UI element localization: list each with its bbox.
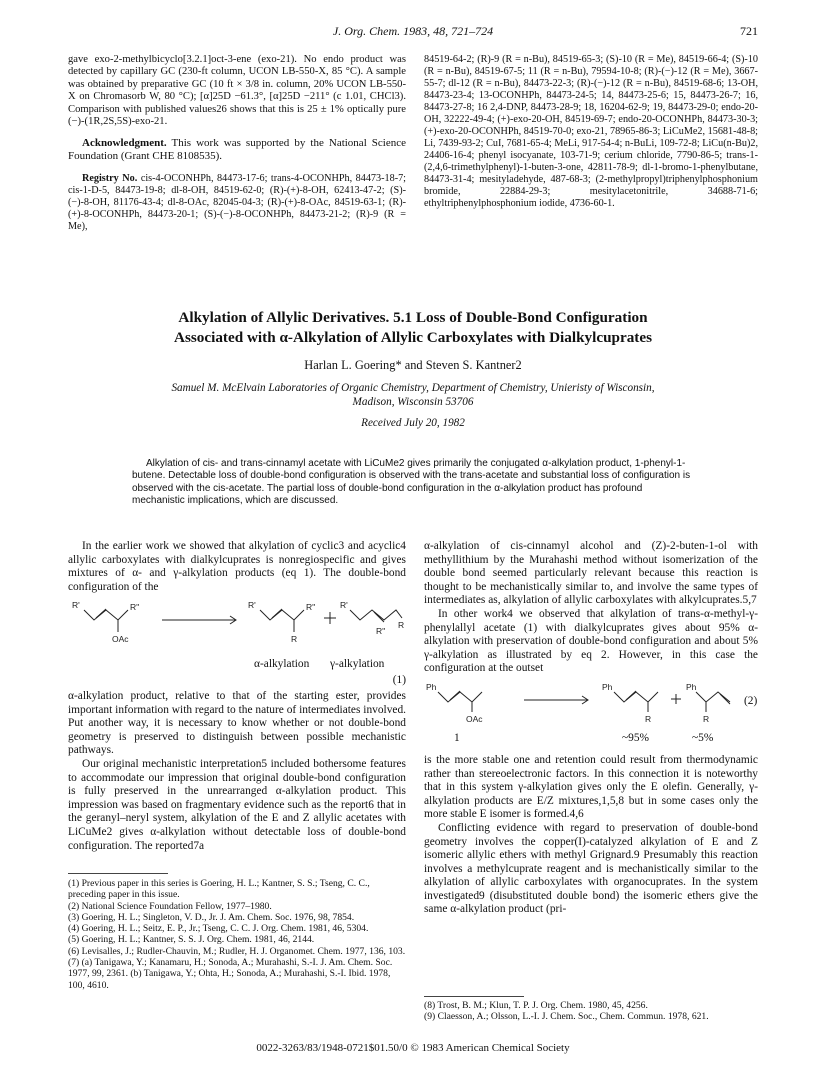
eq2-label-r-1: R (645, 713, 652, 724)
equation-2-scheme (424, 680, 758, 730)
registry-numbers (68, 173, 406, 233)
eq1-alpha-double-bond (272, 609, 282, 618)
footnote-7: (7) (a) Tanigawa, Y.; Kanamaru, H.; Sonoda, A.; Murahashi, S.-I. J. Am. Chem. Soc. 1977, 99, 2361. (b) Tanigawa, Y.; Ohta, H.; Sonoda, A.; Murahashi, S.-I. Ibid. 1978, 100, 4610. (68, 957, 393, 991)
eq1-label-rprime-2: R' (248, 600, 256, 611)
footnote-1: (1) Previous paper in this series is Goering, H. L.; Kantner, S. S.; Tseng, C. C., preceding paper in this issue. (68, 878, 370, 901)
received-date: Received July 20, 1982 (361, 417, 465, 429)
equation-2-number: (2) (744, 694, 758, 707)
footnote-divider-left (68, 873, 168, 874)
authors: Harlan L. Goering* and Steven S. Kantner2 (304, 358, 522, 372)
footnote-8: (8) Trost, B. M.; Klun, T. P. J. Org. Chem. 1980, 45, 4256. (424, 1000, 648, 1011)
equation-1-scheme (68, 598, 406, 656)
eq1-label-rprime-1: R' (72, 600, 80, 611)
eq2-label-ph-1: Ph (426, 681, 437, 692)
body-left-column (68, 540, 406, 853)
eq1-label-r-1: R (291, 634, 298, 645)
abstract (132, 458, 692, 508)
eq1-reactant-double-bond (96, 609, 106, 618)
affiliation-line-1: Samuel M. McElvain Laboratories of Organic Chemistry, Department of Chemistry, Unieristy of Wisconsin, (171, 382, 655, 394)
eq2-alpha-double-bond (626, 691, 636, 700)
footnote-2: (2) National Science Foundation Fellow, 1977–1980. (68, 900, 272, 912)
alpha-yield-label: ~95% (622, 731, 650, 744)
eq2-reactant-double-bond (450, 691, 460, 700)
footnote-4: (4) Goering, H. L.; Seitz, E. P., Jr.; Tseng, C. C. J. Org. Chem. 1981, 46, 5304. (68, 923, 369, 935)
body-paragraph-1: In the earlier work we showed that alkylation of cyclic3 and acyclic4 allylic carboxylates with dialkylcuprates is nonregiospecific and gives mixtures of α- and γ-alkylation products (eq 1). The double-bond configuration of the (68, 540, 406, 593)
body-right-paragraph-4: Conflicting evidence with regard to preservation of double-bond geometry involves the copper(I)-catalyzed alkylation of E and Z isomeric allylic ethers with methyl Grignard.9 Presumably this reaction involves a methylcuprate reagent and is mechanistically similar to the alkylation of allylic carboxylates with organocuprates. In the system investigated9 (disubstituted double bond) the isomeric ethers give the same α-alkylation product (pri- (424, 821, 758, 916)
eq1-label-oac: OAc (112, 634, 129, 645)
eq2-label-ph-3: Ph (686, 681, 697, 692)
copyright-footer: 0022-3263/83/1948-0721$01.50/0 © 1983 American Chemical Society (256, 1042, 570, 1054)
article-title-line-2: Associated with α-Alkylation of Allylic Carboxylates with Dialkylcuprates (173, 329, 653, 346)
footnote-divider-right (424, 996, 524, 997)
journal-citation: J. Org. Chem. 1983, 48, 721–724 (332, 24, 494, 38)
footnote-3: (3) Goering, H. L.; Singleton, V. D., Jr. J. Am. Chem. Soc. 1976, 98, 7854. (68, 911, 355, 923)
eq1-gamma-chain (350, 610, 402, 620)
page-number: 721 (740, 24, 758, 38)
equation-1-structures (68, 598, 406, 656)
body-paragraph-2: α-alkylation product, relative to that of the starting ester, provides important information with regard to the nature of intermediates involved. Put another way, it is necessary to know whether or not double-bond geometry is preserved to distinguish between possible mechanistic pathways. (68, 689, 406, 757)
eq2-label-oac: OAc (466, 713, 483, 724)
registry-label: Registry No. (82, 173, 138, 185)
footnote-5: (5) Goering, H. L.; Kantner, S. S. J. Org. Chem. 1981, 46, 2144. (68, 934, 315, 946)
eq1-label-r-2: R (398, 620, 405, 631)
footnote-9: (9) Claesson, A.; Olsson, L.-I. J. Chem. Soc., Chem. Commun. 1978, 621. (424, 1011, 709, 1023)
body-right-paragraph-2: In other work4 we observed that alkylation of trans-α-methyl-γ-phenylallyl acetate (1) with dialkylcuprates gives about 95% α-alkylation with preservation of double-bond configuration and about 5% γ-alkylation as illustrated by eq 2. However, in this case the configuration at the outset (424, 607, 758, 675)
footnotes-left (68, 878, 406, 991)
eq2-label-ph-2: Ph (602, 681, 613, 692)
compound-1-label: 1 (454, 731, 460, 744)
body-right-column (424, 540, 758, 917)
equation-1-labels (68, 658, 406, 674)
eq2-gamma-chain (696, 692, 730, 702)
body-right-paragraph-3: is the more stable one and retention could result from thermodynamic rather than stereoelectronic factors. In this connection it is noteworthy that in this system γ-alkylation gives only the E olefin. Generally, γ-alkylation products are E/Z mixtures,1,5,8 but in some cases only the more stable E isomer is formed.4,6 (424, 753, 758, 821)
eq1-alpha-chain (260, 610, 304, 620)
eq1-gamma-double-bond (374, 612, 384, 622)
equation-2-structures (424, 680, 758, 730)
acknowledgment (68, 137, 406, 163)
article-title-line-1: Alkylation of Allylic Derivatives. 5.1 Loss of Double-Bond Configuration (178, 309, 648, 326)
equation-1-number: (1) (392, 674, 406, 687)
acknowledgment-label: Acknowledgment. (82, 137, 167, 150)
alpha-alkylation-label: α-alkylation (254, 658, 310, 671)
eq2-alpha-chain (614, 692, 658, 702)
previous-article-right-column (424, 54, 758, 210)
abstract-text: Alkylation of cis- and trans-cinnamyl acetate with LiCuMe2 gives primarily the conjugated α-alkylation product, 1-phenyl-1-butene. Detectable loss of double-bond configuration is observed with the trans-acetate and substantial loss of configuration is observed with the cis-acetate. The partial loss of double-bond configuration in the α-alkylation product has profound mechanistic implications, which are discussed. (132, 458, 691, 507)
body-paragraph-3: Our original mechanistic interpretation5 included bothersome features to accommodate our impression that original double-bond configuration is fully preserved in the unrearranged α-alkylation product. This impression was based on fragmentary evidence such as the report6 that in the geranyl–neryl system, alkylation of the E and Z allylic acetates with LiCuMe2 gives α-alkylation without detectable loss of double-bond configuration. The reported7a (68, 757, 406, 852)
body-right-paragraph-1: α-alkylation of cis-cinnamyl alcohol and (Z)-2-buten-1-ol with methyllithium by the Murahashi method without isomerization of the double bond seemed particularly relevant because this reaction is thought to be mechanistically similar to, and involve the same types of intermediates as, alkylation of allylic carboxylates with alkylcuprates.5,7 (424, 540, 758, 607)
registry-continued: 84519-64-2; (R)-9 (R = n-Bu), 84519-65-3; (S)-10 (R = Me), 84519-66-4; (S)-10 (R = n-Bu), 84519-67-5; 11 (R = n-Bu), 79594-10-8; (R)-(−)-12 (R = Me), 3667-55-7; dl-12 (R = n-Bu), 84473-22-3; (R)-(−)-12 (R = n-Bu), 84519-68-6; 13-OH, 84473-23-4; 13-OCONHPh, 84473-24-5; 14, 84473-25-6; 15, 84473-26-7; 16, 84473-27-8; 16 2,4-DNP, 84473-28-9; 18, 16204-62-9; 19, 84473-29-0; endo-20-OH, 32222-49-4; (+)-exo-20-OH, 84519-69-7; endo-20-OCONHPh, 84473-30-3; (+)-exo-20-OCONHPh, 84519-70-0; exo-21, 78965-86-3; LiCuMe2, 15681-48-8; Li, 7439-93-2; CuI, 7681-65-4; MeLi, 917-54-4; n-BuLi, 109-72-8; LiCu(n-Bu)2, 24406-16-4; phenyl isocyanate, 103-71-9; cerium chloride, 7790-86-5; trans-1-(2,4,6-trimethylphenyl)-1-buten-3-one, 42811-78-9; dl-1-bromo-1-phenylbutane, 84473-31-4; mesityladehyde, 487-68-3; (2-methylpropyl)triphenylphosphonium bromide, 22884-29-3; mesitylacetonitrile, 34688-71-6; ethyltriphenylphosphonium iodide, 4736-60-1. (424, 54, 758, 209)
gamma-alkylation-label: γ-alkylation (330, 658, 385, 671)
experimental-paragraph: gave exo-2-methylbicyclo[3.2.1]oct-3-ene (exo-21). No endo product was detected by capillary GC (230-ft column, UCON LB-550-X, 85 °C). A sample was obtained by preparative GC (10 ft × 3/8 in. column, 20% UCON LB-550-X on Chromasorb W, 80 °C); [α]25D −61.3°, [α]25D −211° (c 1.01, CHCl3). Comparison with published values26 shows that this is 25 ± 1% optically pure (−)-(1R,2S,5S)-exo-21. (68, 54, 406, 128)
footnote-6: (6) Levisalles, J.; Rudler-Chauvin, M.; Rudler, H. J. Organomet. Chem. 1977, 136, 103. (68, 945, 406, 957)
acknowledgment-text: This work was supported by the National Science Foundation (Grant CHE 8108535). (68, 137, 406, 163)
registry-text: cis-4-OCONHPh, 84473-17-6; trans-4-OCONHPh, 84473-18-7; cis-1-D-5, 84473-19-8; dl-8-OH, 84519-62-0; (R)-(+)-8-OH, 62413-47-2; (S)-(−)-8-OH, 81176-43-4; dl-8-OAc, 82045-04-3; (R)-(+)-8-OAc, 84519-63-1; (R)-(+)-8-OCONHPh, 84473-20-1; (S)-(−)-8-OCONHPh, 84473-21-2; (R)-9 (R = Me), (68, 173, 407, 233)
eq1-reactant-chain (84, 610, 128, 620)
eq1-label-rdprime-1: R'' (130, 602, 140, 613)
eq1-label-rprime-3: R' (340, 600, 348, 611)
eq1-label-rdprime-2: R'' (306, 602, 316, 613)
eq2-label-r-2: R (703, 713, 710, 724)
previous-article-left-column (68, 54, 406, 233)
eq1-label-rdprime-3: R'' (376, 626, 386, 637)
gamma-yield-label: ~5% (692, 731, 714, 744)
eq2-gamma-double-bond (720, 694, 730, 704)
equation-2-labels (424, 732, 758, 748)
footnotes-right (424, 1000, 758, 1023)
eq2-reactant-chain (438, 692, 482, 702)
affiliation-line-2: Madison, Wisconsin 53706 (352, 396, 474, 408)
running-header (68, 24, 758, 40)
article-title-block (68, 308, 758, 429)
